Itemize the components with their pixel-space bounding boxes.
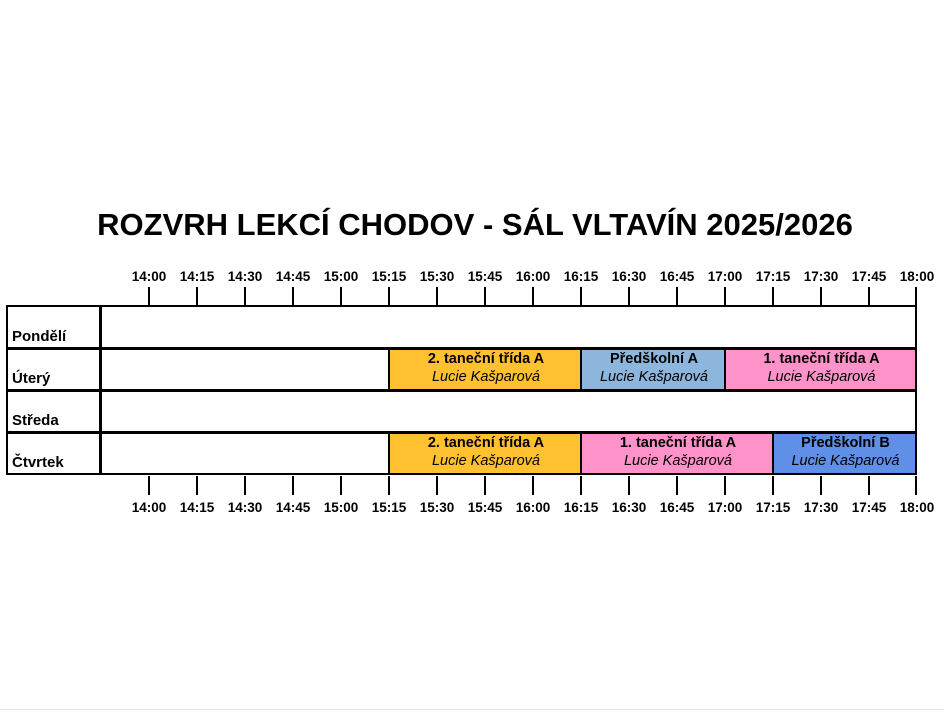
lesson-name: 2. taneční třída A <box>427 351 545 367</box>
time-label: 16:15 <box>563 500 599 515</box>
tick-mark <box>628 287 630 306</box>
row-divider <box>6 431 917 434</box>
tick-mark <box>772 476 774 495</box>
lesson-teacher: Lucie Kašparová <box>599 369 708 385</box>
time-label: 15:45 <box>467 500 503 515</box>
tick-mark <box>772 287 774 306</box>
time-label: 17:00 <box>707 269 743 284</box>
day-label-tuesday: Úterý <box>12 370 51 387</box>
tick-mark <box>580 476 582 495</box>
row-divider <box>6 347 917 350</box>
time-label: 15:45 <box>467 269 503 284</box>
time-label: 16:30 <box>611 269 647 284</box>
tick-mark <box>436 287 438 306</box>
time-label: 16:30 <box>611 500 647 515</box>
tick-mark <box>676 476 678 495</box>
tick-mark <box>724 476 726 495</box>
time-label: 15:00 <box>323 269 359 284</box>
time-label: 14:45 <box>275 269 311 284</box>
tick-mark <box>820 476 822 495</box>
time-label: 16:00 <box>515 269 551 284</box>
column-divider <box>99 305 102 475</box>
time-label: 17:15 <box>755 269 791 284</box>
time-label: 18:00 <box>899 269 935 284</box>
lesson-teacher: Lucie Kašparová <box>431 453 540 469</box>
lesson-name: Předškolní A <box>609 351 699 367</box>
time-label: 14:00 <box>131 500 167 515</box>
time-label: 14:15 <box>179 500 215 515</box>
time-label: 15:30 <box>419 500 455 515</box>
time-label: 15:00 <box>323 500 359 515</box>
tick-mark <box>340 287 342 306</box>
tick-mark <box>148 476 150 495</box>
tick-mark <box>724 287 726 306</box>
tick-mark <box>868 287 870 306</box>
time-label: 15:30 <box>419 269 455 284</box>
time-label: 14:30 <box>227 269 263 284</box>
time-label: 14:15 <box>179 269 215 284</box>
time-label: 14:45 <box>275 500 311 515</box>
time-label: 17:15 <box>755 500 791 515</box>
lesson-name: 2. taneční třída A <box>427 435 545 451</box>
tick-mark <box>388 287 390 306</box>
time-label: 15:15 <box>371 500 407 515</box>
tick-mark <box>196 476 198 495</box>
tick-mark <box>915 476 917 495</box>
tick-mark <box>196 287 198 306</box>
tick-mark <box>148 287 150 306</box>
time-label: 14:00 <box>131 269 167 284</box>
tick-mark <box>292 476 294 495</box>
time-label: 17:30 <box>803 269 839 284</box>
time-label: 16:45 <box>659 269 695 284</box>
tick-mark <box>532 476 534 495</box>
tick-mark <box>436 476 438 495</box>
tick-mark <box>915 287 917 306</box>
time-label: 18:00 <box>899 500 935 515</box>
tick-mark <box>484 287 486 306</box>
time-label: 15:15 <box>371 269 407 284</box>
lesson-teacher: Lucie Kašparová <box>431 369 540 385</box>
tick-mark <box>340 476 342 495</box>
time-label: 17:45 <box>851 269 887 284</box>
time-label: 17:00 <box>707 500 743 515</box>
lesson-name: 1. taneční třída A <box>619 435 737 451</box>
tick-mark <box>484 476 486 495</box>
tick-mark <box>868 476 870 495</box>
day-label-thursday: Čtvrtek <box>12 454 64 471</box>
tick-mark <box>244 476 246 495</box>
time-label: 16:00 <box>515 500 551 515</box>
lesson-name: Předškolní B <box>801 435 890 451</box>
day-label-wednesday: Středa <box>12 412 59 429</box>
lesson-teacher: Lucie Kašparová <box>767 369 876 385</box>
tick-mark <box>244 287 246 306</box>
tick-mark <box>388 476 390 495</box>
time-label: 17:30 <box>803 500 839 515</box>
day-label-monday: Pondělí <box>12 328 67 345</box>
tick-mark <box>628 476 630 495</box>
time-label: 17:45 <box>851 500 887 515</box>
time-label: 16:15 <box>563 269 599 284</box>
tick-mark <box>292 287 294 306</box>
time-label: 14:30 <box>227 500 263 515</box>
tick-mark <box>676 287 678 306</box>
tick-mark <box>532 287 534 306</box>
lesson-teacher: Lucie Kašparová <box>791 453 900 469</box>
row-divider <box>6 389 917 392</box>
time-label: 16:45 <box>659 500 695 515</box>
page-divider <box>0 709 944 710</box>
tick-mark <box>820 287 822 306</box>
lesson-name: 1. taneční třída A <box>763 351 880 367</box>
page-title: ROZVRH LEKCÍ CHODOV - SÁL VLTAVÍN 2025/2026 <box>97 207 853 242</box>
lesson-teacher: Lucie Kašparová <box>623 453 732 469</box>
tick-mark <box>580 287 582 306</box>
